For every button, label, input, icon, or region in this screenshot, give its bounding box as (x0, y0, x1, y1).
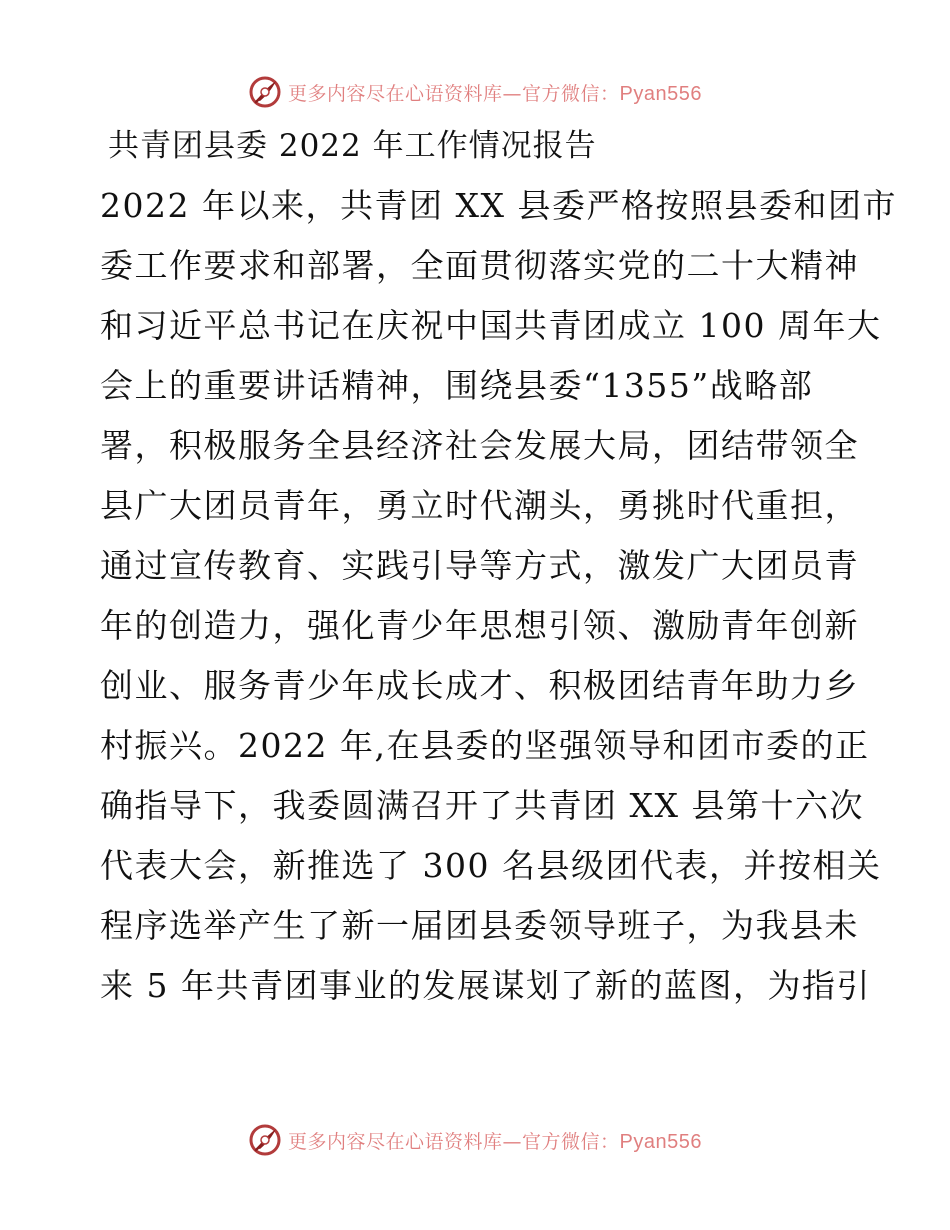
body-line: 创业、服务青少年成长成才、积极团结青年助力乡 (100, 666, 859, 705)
header-watermark (0, 72, 950, 112)
body-line: 年的创造力，强化青少年思想引领、激励青年创新 (100, 606, 859, 645)
body-line: 来 5 年共青团事业的发展谋划了新的蓝图，为指引 (100, 966, 871, 1005)
body-line: 代表大会，新推选了 300 名县级团代表，并按相关 (100, 846, 882, 885)
body-line: 县广大团员青年，勇立时代潮头，勇挑时代重担， (100, 486, 859, 525)
document-body (100, 176, 897, 1016)
wechat-id: Pyan556 (619, 1130, 702, 1153)
body-line: 村振兴。2022 年,在县委的坚强领导和团市委的正 (100, 726, 870, 765)
watermark-text: 更多内容尽在心语资料库—官方微信：Pyan556 (288, 82, 702, 105)
quill-logo-icon (248, 1123, 282, 1157)
body-line: 2022 年以来，共青团 XX 县委严格按照县委和团市 (100, 186, 897, 225)
body-line: 和习近平总书记在庆祝中国共青团成立 100 周年大 (100, 306, 882, 345)
body-line: 会上的重要讲话精神，围绕县委“1355”战略部 (100, 366, 814, 405)
footer-watermark (0, 1120, 950, 1160)
quill-logo-icon (248, 75, 282, 109)
body-line: 委工作要求和部署，全面贯彻落实党的二十大精神 (100, 246, 859, 285)
wechat-id: Pyan556 (619, 82, 702, 105)
document-title: 共青团县委 2022 年工作情况报告 (108, 128, 597, 164)
body-line: 程序选举产生了新一届团县委领导班子，为我县未 (100, 906, 859, 945)
body-line: 通过宣传教育、实践引导等方式，激发广大团员青 (100, 546, 859, 585)
watermark-text: 更多内容尽在心语资料库—官方微信：Pyan556 (288, 1130, 702, 1153)
body-line: 确指导下，我委圆满召开了共青团 XX 县第十六次 (100, 786, 864, 825)
body-line: 署，积极服务全县经济社会发展大局，团结带领全 (100, 426, 859, 465)
